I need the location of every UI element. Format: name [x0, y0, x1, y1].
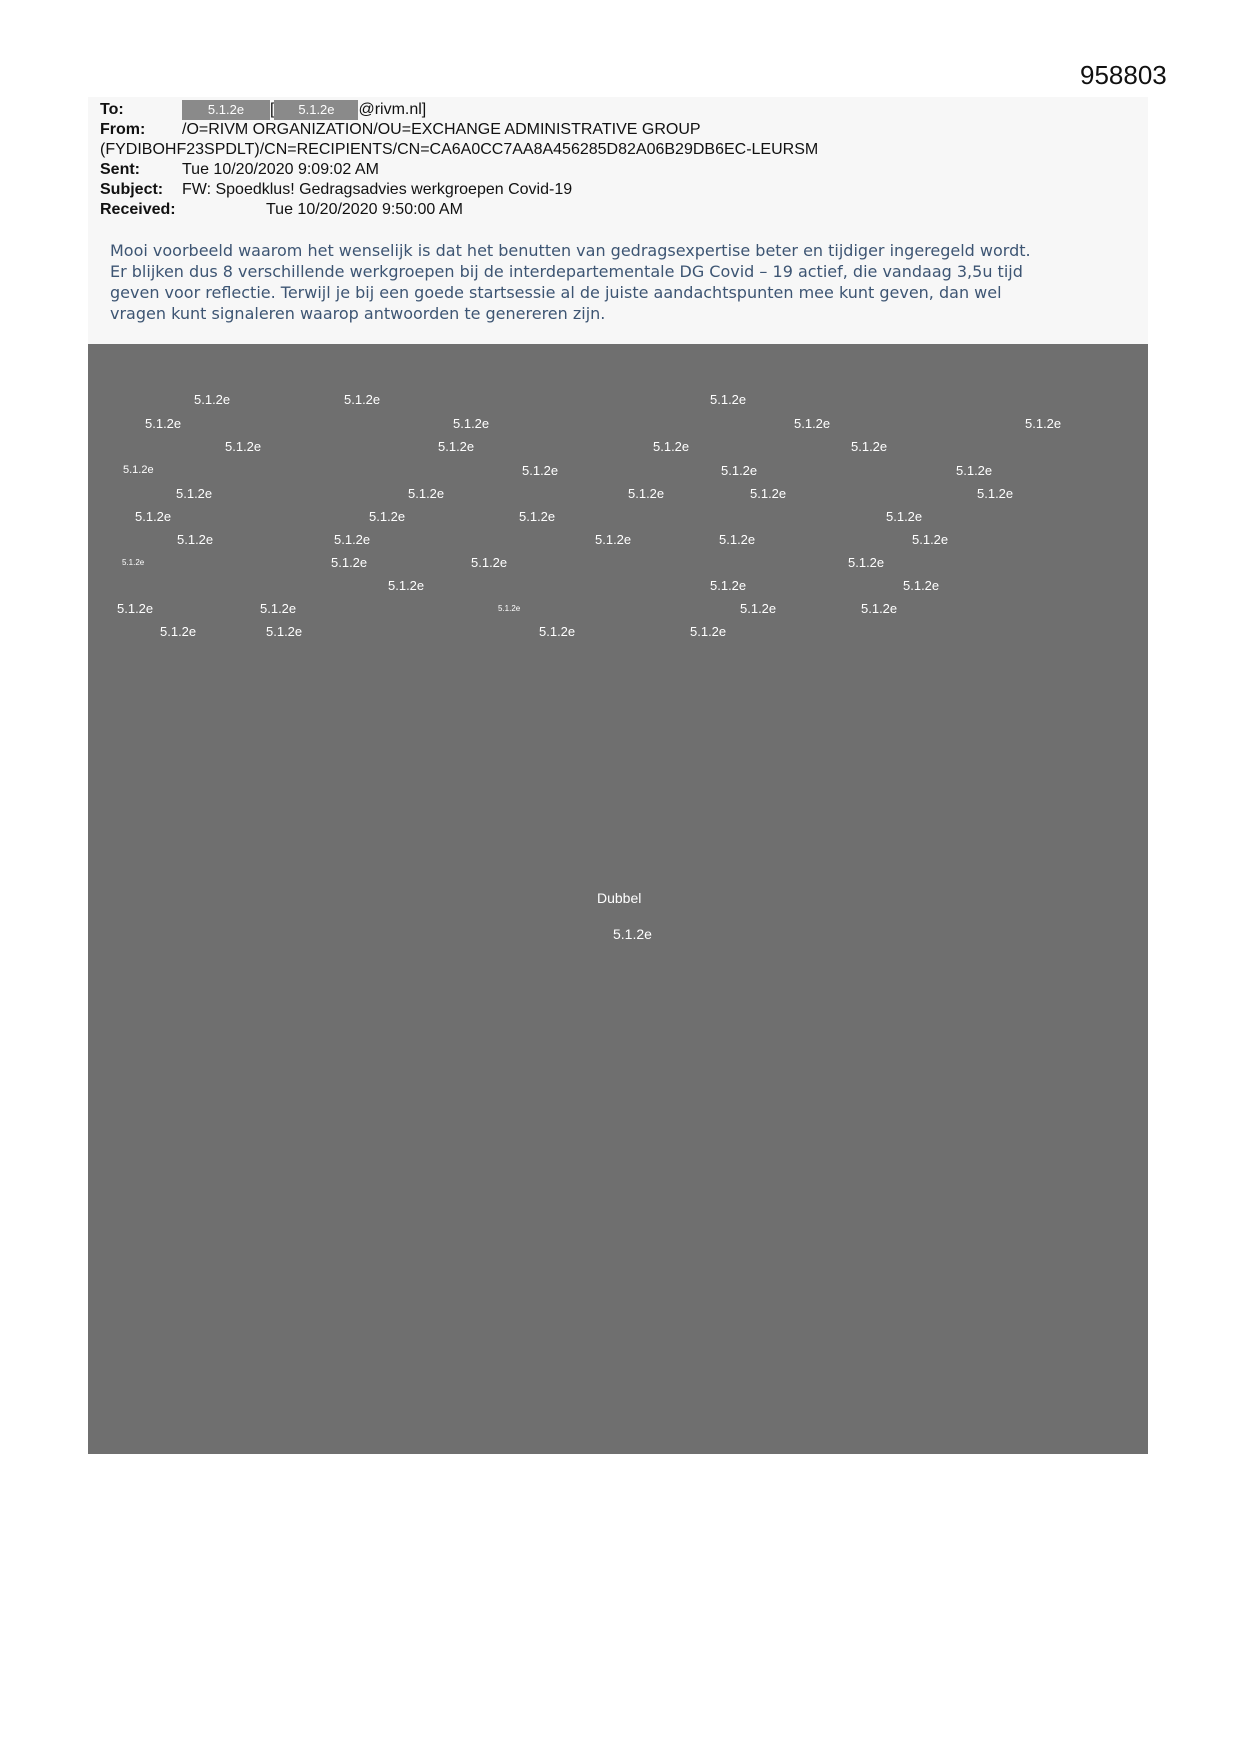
subject-value: FW: Spoedklus! Gedragsadvies werkgroepen Covid-19 — [182, 181, 573, 198]
redaction-to-1: 5.1.2e — [182, 100, 270, 120]
received-label: Received: — [100, 201, 176, 218]
redaction-label: 5.1.2e — [177, 532, 214, 547]
redaction-label: 5.1.2e — [334, 532, 371, 547]
redaction-label: 5.1.2e — [628, 486, 665, 501]
subject-label: Subject: — [100, 181, 164, 198]
redaction-label: 5.1.2e — [331, 555, 368, 570]
from-value-line-2: (FYDIBOHF23SPDLT)/CN=RECIPIENTS/CN=CA6A0CC7AA8A456285D82A06B29DB6EC-LEURSM — [100, 141, 819, 158]
redaction-label: 5.1.2e — [438, 439, 475, 454]
redaction-label: 5.1.2e — [956, 463, 993, 478]
redaction-label: 5.1.2e — [369, 509, 406, 524]
redaction-label: 5.1.2e — [388, 578, 425, 593]
redaction-label: 5.1.2e — [225, 439, 262, 454]
redaction-label: 5.1.2e — [710, 578, 747, 593]
redaction-label: 5.1.2e — [408, 486, 445, 501]
to-bracket: [ — [270, 101, 275, 118]
redaction-label: 5.1.2e — [260, 601, 297, 616]
panel-title: Dubbel — [597, 890, 642, 906]
redaction-label: 5.1.2e — [886, 509, 923, 524]
redaction-label: 5.1.2e — [266, 624, 303, 639]
redaction-label: 5.1.2e — [977, 486, 1014, 501]
to-label: To: — [100, 101, 124, 118]
from-value-line-1: /O=RIVM ORGANIZATION/OU=EXCHANGE ADMINISTRATIVE GROUP — [182, 121, 701, 138]
redaction-label: 5.1.2e — [135, 509, 172, 524]
redaction-label: 5.1.2e — [912, 532, 949, 547]
redaction-label: 5.1.2e — [653, 439, 690, 454]
redaction-label: 5.1.2e — [719, 532, 756, 547]
redaction-label: 5.1.2e — [595, 532, 632, 547]
redaction-label: 5.1.2e — [740, 601, 777, 616]
redaction-label: 5.1.2e — [848, 555, 885, 570]
redaction-label: 5.1.2e — [794, 416, 831, 431]
redaction-label: 5.1.2e — [145, 416, 182, 431]
body-line: Mooi voorbeeld waarom het wenselijk is dat het benutten van gedragsexpertise beter en tijdiger ingeregeld wordt. — [110, 241, 1031, 260]
body-line: vragen kunt signaleren waarop antwoorden te genereren zijn. — [110, 304, 606, 323]
body-line: geven voor reflectie. Terwijl je bij een goede startsessie al de juiste aandachtspunten mee kunt geven, dan wel — [110, 283, 1002, 302]
redaction-label: 5.1.2e — [122, 558, 145, 567]
redaction-label: 5.1.2e — [903, 578, 940, 593]
sent-label: Sent: — [100, 161, 140, 178]
panel-title-code: 5.1.2e — [613, 926, 652, 942]
redaction-label: 5.1.2e — [194, 392, 231, 407]
redaction-to-2: 5.1.2e — [274, 100, 358, 120]
redaction-label: 5.1.2e — [1025, 416, 1062, 431]
redaction-label: 5.1.2e — [721, 463, 758, 478]
redaction-label: 5.1.2e — [750, 486, 787, 501]
redaction-label: 5.1.2e — [453, 416, 490, 431]
redacted-panel — [88, 344, 1148, 1454]
redaction-label: 5.1.2e — [344, 392, 381, 407]
redaction-label: 5.1.2e — [861, 601, 898, 616]
redaction-label: 5.1.2e — [690, 624, 727, 639]
redaction-label: 5.1.2e — [160, 624, 197, 639]
redaction-label: 5.1.2e — [851, 439, 888, 454]
redaction-label: 5.1.2e — [123, 464, 154, 476]
body-line: Er blijken dus 8 verschillende werkgroepen bij de interdepartementale DG Covid – 19 actief, die vandaag 3,5u tijd — [110, 262, 1023, 281]
redaction-label: 5.1.2e — [539, 624, 576, 639]
sent-value: Tue 10/20/2020 9:09:02 AM — [182, 161, 379, 178]
received-value: Tue 10/20/2020 9:50:00 AM — [266, 201, 463, 218]
redaction-label: 5.1.2e — [176, 486, 213, 501]
to-domain: @rivm.nl] — [358, 101, 427, 118]
from-label: From: — [100, 121, 146, 138]
redaction-label: 5.1.2e — [471, 555, 508, 570]
redaction-label: 5.1.2e — [522, 463, 559, 478]
document-number: 958803 — [1080, 60, 1167, 90]
redaction-label: 5.1.2e — [117, 601, 154, 616]
redaction-label: 5.1.2e — [498, 604, 521, 613]
redaction-label: 5.1.2e — [710, 392, 747, 407]
redaction-label: 5.1.2e — [519, 509, 556, 524]
email-body — [110, 240, 1150, 324]
